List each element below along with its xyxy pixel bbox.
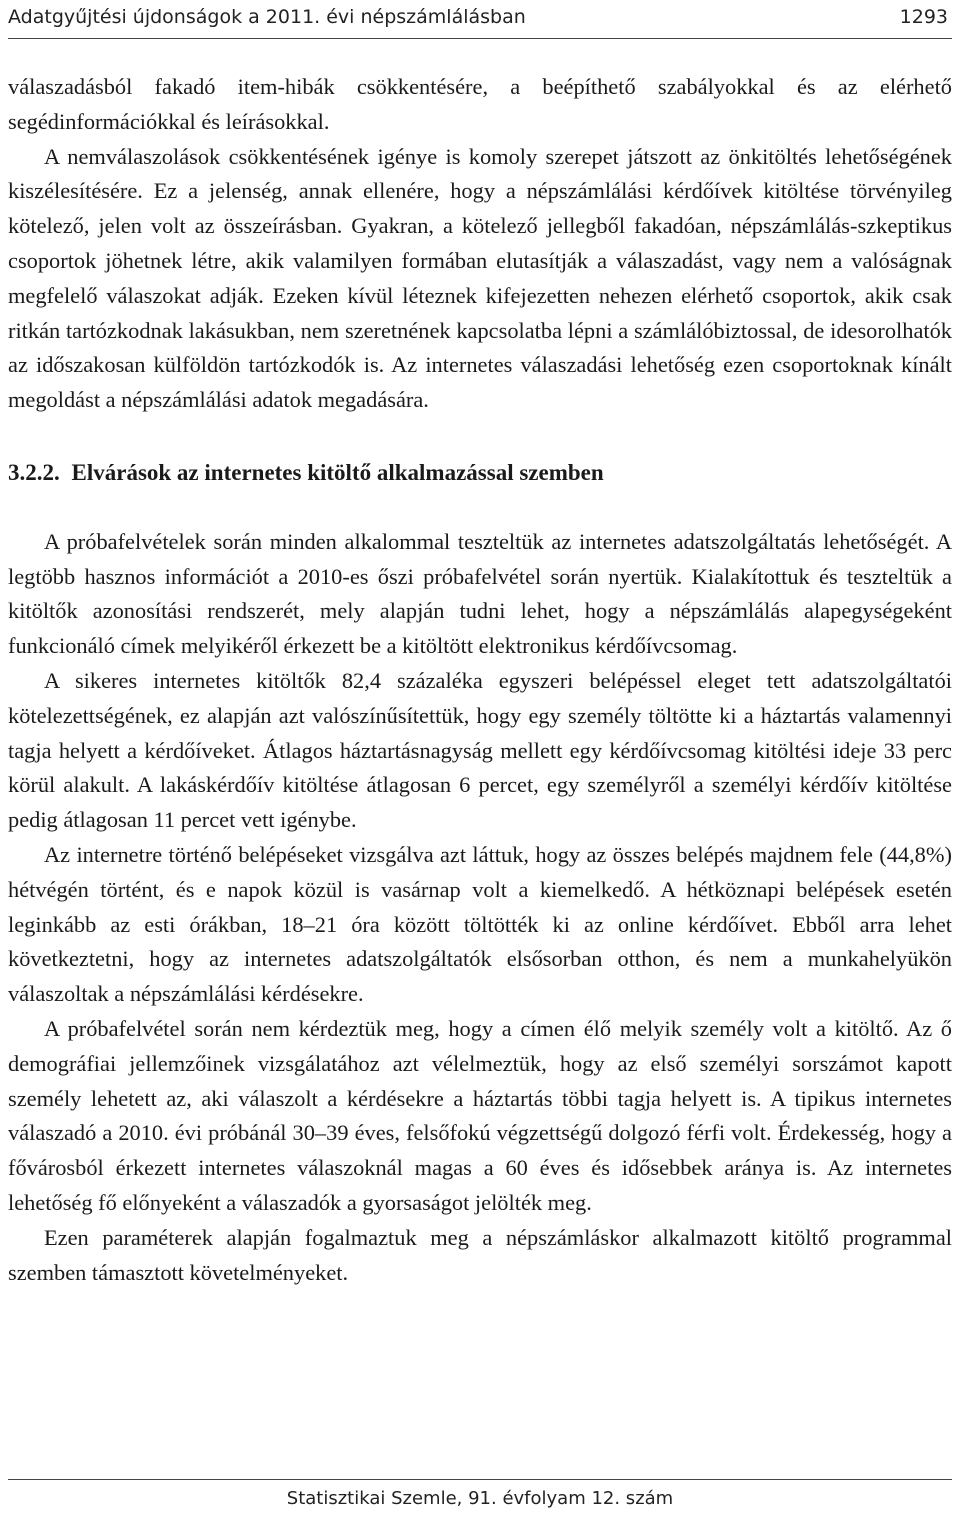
journal-reference: Statisztikai Szemle, 91. évfolyam 12. szám — [286, 1488, 674, 1509]
section-number: 3.2.2. — [8, 459, 60, 485]
section-title: Elvárások az internetes kitöltő alkalmazással szemben — [71, 459, 604, 485]
paragraph-pilot-tests: A próbafelvételek során minden alkalommal teszteltük az internetes adatszolgáltatás lehetőségét. A legtöbb hasznos információt a 2010-es őszi próbafelvétel során nyertük. Kialakítottuk és teszteltük a kitöltők azonosítási rendszerét, mely alapján tudni lehet, hogy a népszámlálás alapegységeként funkcionáló címek melyikéről érkezett be a kitöltött elektronikus kérdőívcsomag. — [8, 528, 952, 659]
paragraph-nonresponse: A nemválaszolások csökkentésének igénye is komoly szerepet játszott az önkitöltés lehetőségének kiszélesítésére. Ez a jelenség, annak ellenére, hogy a népszámlálási kérdőívek kitöltése törvényileg kötelező, jelen volt az összeírásban. Gyakran, a kötelező jellegből fakadóan, népszámlálás-szkeptikus csoportok jöhetnek létre, akik valamilyen formában elutasítják a válaszadást, vagy nem a valóságnak megfelelő válaszokat adják. Ezeken kívül léteznek kifejezetten nehezen elérhető csoportok, akik csak ritkán tartózkodnak lakásukban, nem szeretnének kapcsolatba lépni a számlálóbiztossal, de idesorolhatók az időszakosan külföldön tartózkodók is. Az internetes válaszadási lehetőség ezen csoportoknak kínált megoldást a népszámlálási adatok megadására. — [8, 143, 952, 413]
running-footer — [0, 1488, 960, 1518]
paragraph-requirements: Ezen paraméterek alapján fogalmaztuk meg a népszámláskor alkalmazott kitöltő programmal szemben támasztott követelményeket. — [8, 1224, 952, 1285]
page-number: 1293 — [899, 6, 948, 28]
paragraph-continued: válaszadásból fakadó item-hibák csökkentésére, a beépíthető szabályokkal és az elérhető segédinformációkkal és leírásokkal. — [8, 74, 952, 134]
footer-divider — [8, 1479, 952, 1480]
section-heading — [8, 456, 952, 491]
header-title: Adatgyűjtési újdonságok a 2011. évi népszámlálásban — [8, 6, 526, 28]
paragraph-respondent-profile: A próbafelvétel során nem kérdeztük meg, hogy a címen élő melyik személy volt a kitöltő. Az ő demográfiai jellemzőinek vizsgálatához azt vélelmeztük, hogy az első személyi sorszámot kapott személy lehetett az, aki válaszolt a kérdésekre a háztartás többi tagja helyett is. A tipikus internetes válaszadó a 2010. évi próbánál 30–39 éves, felsőfokú végzettségű dolgozó férfi volt. Érdekesség, hogy a fővárosból érkezett internetes válaszoknál magas a 60 éves és idősebbek aránya is. Az internetes lehetőség fő előnyeként a válaszadók a gyorsaságot jelölték meg. — [8, 1015, 952, 1215]
body-text — [8, 70, 952, 1290]
paragraph-login-stats: A sikeres internetes kitöltők 82,4 százaléka egyszeri belépéssel eleget tett adatszolgáltatói kötelezettségének, ez alapján azt valószínűsítettük, hogy egy személy töltötte ki a háztartás valamennyi tagja helyett a kérdőíveket. Átlagos háztartásnagyság mellett egy kérdőívcsomag kitöltési ideje 33 perc körül alakult. A lakáskérdőív kitöltése átlagosan 6 percet, egy személyről a személyi kérdőív kitöltése pedig átlagosan 11 percet vett igénybe. — [8, 667, 952, 833]
header-divider — [8, 38, 952, 39]
paragraph-login-times: Az internetre történő belépéseket vizsgálva azt láttuk, hogy az összes belépés majdnem fele (44,8%) hétvégén történt, és e napok közül is vasárnap volt a kiemelkedő. A hétköznapi belépések esetén leginkább az esti órákban, 18–21 óra között töltötték ki az online kérdőívet. Ebből arra lehet következtetni, hogy az internetes adatszolgáltatók elsősorban otthon, és nem a munkahelyükön válaszoltak a népszámlálási kérdésekre. — [8, 841, 952, 1007]
running-header — [8, 0, 948, 34]
